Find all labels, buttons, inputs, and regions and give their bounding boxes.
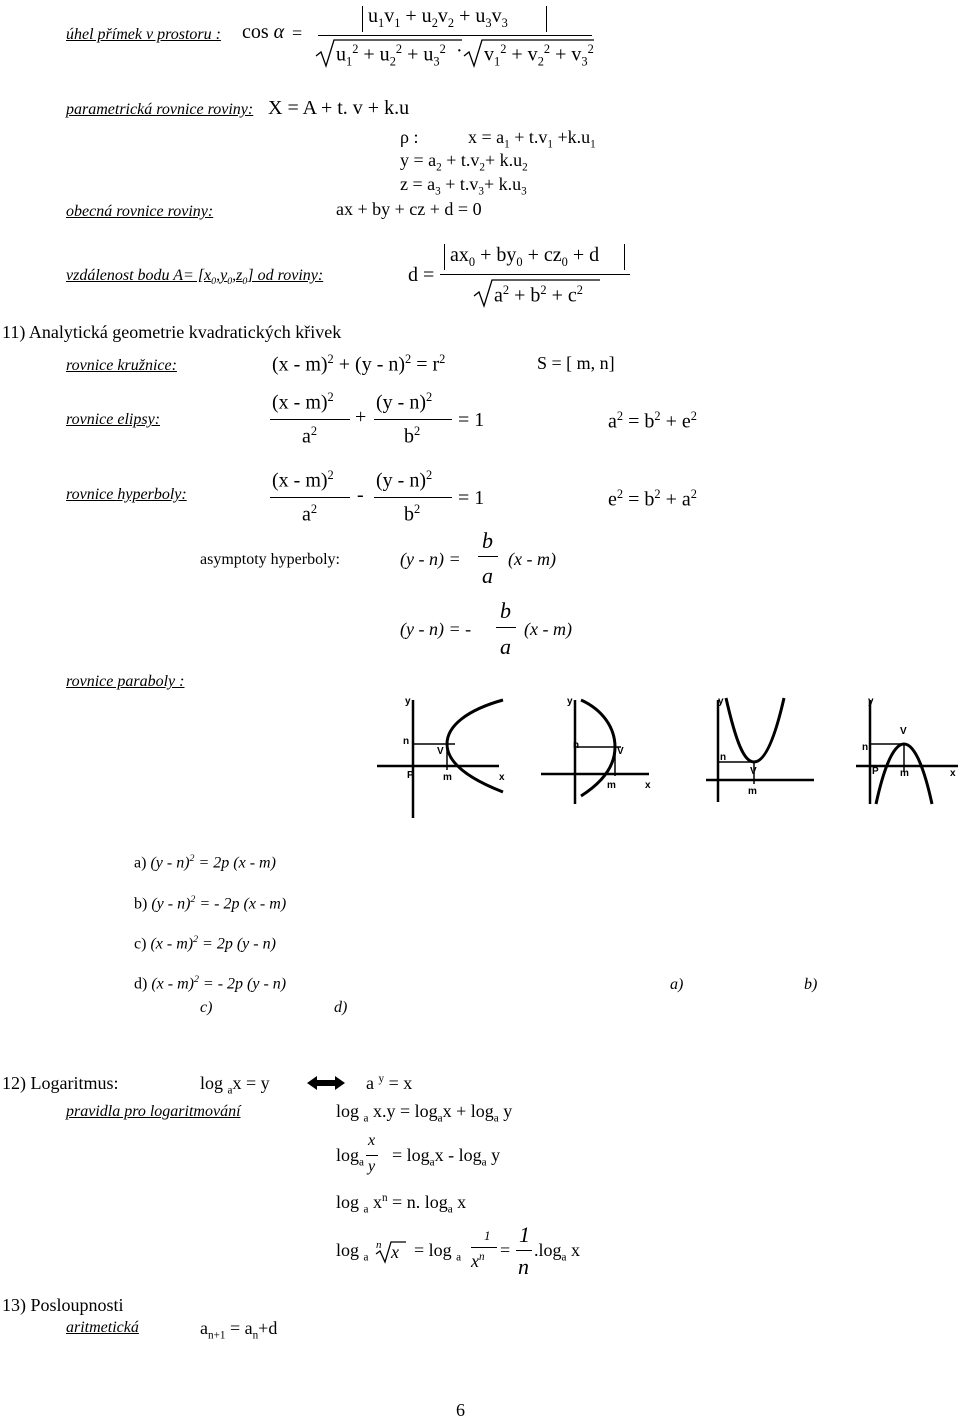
inner-fraction-num: 1 [484,1228,491,1243]
log-rule-root-mid: = log $_a$ [414,1240,462,1264]
figure-label-a: a) [670,976,684,993]
distance-denominator: $a^2 + b^2 + c^2$ [494,283,583,307]
section-13-heading: 13) Posloupnosti [2,1295,124,1315]
hyperbola-rhs: = 1 [458,487,485,509]
log-rule-quotient-rhs: = $\log_ax - \log_a y$ [392,1145,501,1169]
x-axis-label: x [499,772,505,783]
parabola-form-a: a) (y - n)$^2$ = 2p (x - m) [134,853,276,872]
distance-numerator: $ax_0 + by_0 + cz_0 + d$ [450,244,600,269]
ellipse-den2: $b^2$ [404,424,421,448]
section-11-heading: 11) Analytická geometrie kvadratických křivek [2,322,342,342]
x-axis-label: x [950,768,956,779]
distance-lhs: d = [408,264,435,286]
param-vector-eq: X = A + t. v + k.u [268,97,410,119]
vertex-label: V [900,726,907,737]
angle-label: úhel přímek v prostoru : [66,26,221,43]
abs-bar-right [624,244,625,270]
quotient-den: y [368,1158,376,1175]
hyperbola-den2: $b^2$ [404,502,421,526]
root-radicand: x [391,1242,399,1262]
log-rule-root-tail: $.\log_a$ x [534,1240,580,1264]
figure-label-b: b) [804,976,818,993]
log-rule-root-lhs: log $_a$ [336,1240,369,1264]
vertex-label: V [437,746,444,757]
y-axis-label: y [718,696,724,707]
outer-fraction-num: 1 [519,1222,530,1247]
log-rule-quotient-lhs: $\log_a$ [336,1145,364,1169]
fraction-bar [374,497,452,498]
m-label: m [900,768,909,779]
log-rule-power: log $_a$ $x^n = n$. $\log_a x$ [336,1192,467,1216]
circle-center: S = [ m, n] [537,353,615,373]
exponential-form: a $^y$ = x [366,1073,413,1093]
y-axis-label: y [405,696,411,707]
page-number: 6 [456,1400,465,1420]
fraction-bar [496,627,516,628]
abs-bar-left [444,244,445,270]
asymptote-2-num: b [500,598,511,623]
m-label: m [748,786,757,797]
hyperbola-relation: $e^2 = b^2 + a^2$ [608,487,697,511]
rho-label: ρ : [400,127,419,147]
ellipse-num2: (y - n)$^2$ [376,390,433,414]
asymptote-1-den: a [482,563,493,588]
y-axis-label: y [868,696,874,707]
ellipse-label: rovnice elipsy: [66,411,161,428]
fraction-bar [440,274,630,275]
dot-sign: · [456,40,463,62]
n-label: n [862,742,869,753]
arithmetic-label: aritmetická [66,1319,139,1336]
section-12-heading: 12) Logaritmus: [2,1073,119,1093]
m-label: m [443,772,452,783]
general-plane-eq: ax + by + cz + d = 0 [336,199,482,219]
log-rule-root-eq: = [500,1240,511,1260]
ellipse-relation: $a^2 = b^2 + e^2$ [608,409,697,433]
asymptote-1-num: b [482,528,493,553]
fraction-bar [374,419,452,420]
angle-numerator: $u_1v_1 + u_2v_2 + u_3v_3$ [368,5,508,30]
n-label: n [403,736,410,747]
parabola-form-c: c) (x - m)$^2$ = 2p (y - n) [134,934,276,953]
parabola-label: rovnice paraboly : [66,673,185,690]
circle-label: rovnice kružnice: [66,357,177,374]
parabola-form-b: b) (y - n)$^2$ = - 2p (x - m) [134,894,287,913]
hyperbola-den1: $a^2$ [302,502,318,526]
general-plane-label: obecná rovnice roviny: [66,203,214,220]
fraction-bar [366,1155,378,1156]
p-label: P [872,766,879,777]
distance-label: vzdálenost bodu $A= [x_0,y_0,z_0]$ od roviny: [66,267,324,288]
angle-denominator-u: $u_1^2 + u_2^2 + u_3^2$ [336,42,446,69]
ellipse-den1: $a^2$ [302,424,318,448]
parabola-form-d: d) (x - m)$^2$ = - 2p (y - n) [134,974,287,993]
arithmetic-formula: $a_{n+1} = a_n+d$ [200,1318,278,1342]
x-axis-label: x [645,780,651,791]
m-label: m [607,780,616,791]
fraction-bar [270,497,350,498]
log-definition: log $_a$x = y [200,1073,270,1097]
cos-alpha: cos α [242,21,285,43]
vertex-label: V [750,766,757,777]
asymptote-1-lhs: (y - n) = [400,549,461,569]
circle-equation: $(x - m)^2 + (y - n)^2 = r^2$ [272,352,446,376]
minus-sign: - [357,484,364,506]
y-axis-label: y [567,696,573,707]
hyperbola-num1: (x - m)$^2$ [272,468,334,492]
hyperbola-num2: (y - n)$^2$ [376,468,433,492]
asymptote-2-lhs: (y - n) = - [400,619,472,639]
outer-fraction-den: n [518,1254,529,1279]
parabola-graph-a [375,692,515,820]
figure-label-c: c) [200,999,213,1016]
abs-bar-left [362,6,363,32]
parabola-graph-b [537,692,662,807]
angle-denominator-v: $v_1^2 + v_2^2 + v_3^2$ [484,42,594,69]
param-plane-label: parametrická rovnice roviny: [66,101,254,118]
root-index: n [376,1239,382,1251]
ellipse-num1: (x - m)$^2$ [272,390,334,414]
hyperbola-label: rovnice hyperboly: [66,486,187,503]
fraction-bar [471,1247,497,1248]
asymptote-2-rhs: (x - m) [524,619,572,639]
figure-label-d: d) [334,999,348,1016]
fraction-bar [478,556,498,557]
p-label: P [407,770,414,781]
equals-sign: = [292,23,303,43]
log-rules-label: pravidla pro logaritmování [66,1103,241,1120]
parabola-graph-c [698,692,822,807]
asymptote-2-den: a [500,634,511,659]
abs-bar-right [546,6,547,32]
parabola-graph-d [852,692,960,807]
param-y: $y = a_2 + t.v_2+ k.u_2$ [400,150,528,174]
ellipse-rhs: = 1 [458,409,485,431]
quotient-num: x [368,1132,376,1149]
vertex-label: V [617,746,624,757]
asymptotes-label: asymptoty hyperboly: [200,551,340,568]
param-z: $z = a_3 + t.v_3+ k.u_3$ [400,174,527,198]
n-label: n [573,740,580,751]
fraction-bar [516,1250,532,1251]
inner-fraction-den: $x^n$ [471,1251,485,1271]
fraction-bar [270,419,350,420]
param-x: $x = a_1 + t.v_1 +k.u_1$ [468,127,596,151]
fraction-bar [318,35,592,36]
plus-sign: + [355,406,367,428]
n-label: n [720,752,727,763]
asymptote-1-rhs: (x - m) [508,549,556,569]
log-rule-product: log $_a$ $x.y = \log_ax + \log_a y$ [336,1101,513,1125]
equivalence-arrow-icon [306,1074,346,1092]
